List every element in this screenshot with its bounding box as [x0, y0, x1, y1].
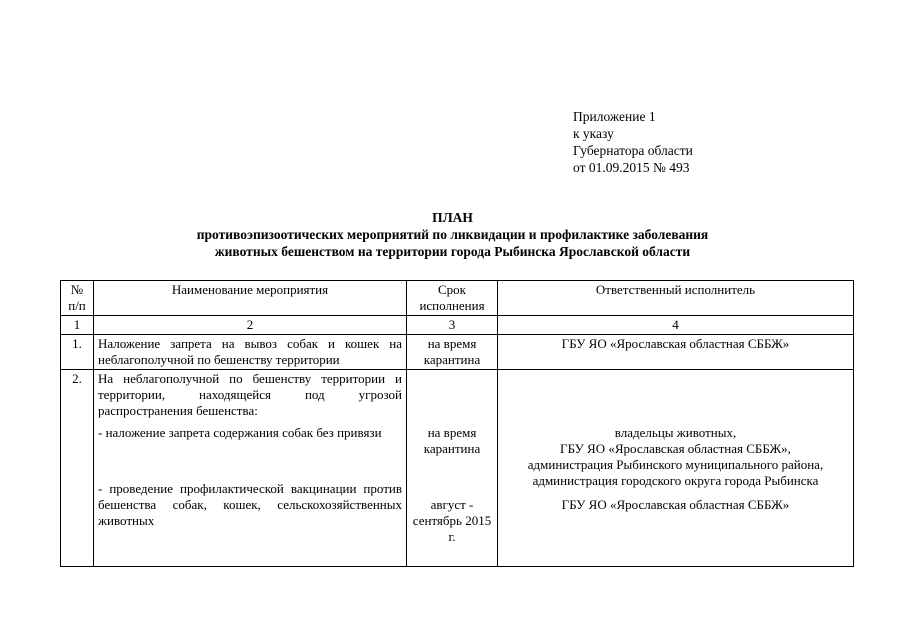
appendix-line-4: от 01.09.2015 № 493 [573, 160, 690, 175]
table-row [61, 335, 854, 370]
measure-item-1: - наложение запрета содержания собак без привязи [98, 425, 382, 440]
title-line-2: противоэпизоотических мероприятий по ликвидации и профилактике заболевания [196, 227, 709, 242]
header-term: Срок исполнения [407, 281, 498, 316]
title-main: ПЛАН [432, 210, 473, 225]
appendix-line-2: к указу [573, 126, 614, 141]
index-cell: 2 [94, 316, 407, 335]
measure-responsible [498, 370, 854, 567]
plan-table [60, 280, 854, 567]
table-header-row [61, 281, 854, 316]
header-num: № п/п [61, 281, 94, 316]
appendix-line-3: Губернатора области [573, 143, 693, 158]
item-2-responsible: ГБУ ЯО «Ярославская областная СББЖ» [561, 497, 790, 512]
item-1-resp-line: администрация Рыбинского муниципального района, [527, 457, 824, 472]
item-1-resp-line: ГБУ ЯО «Ярославская областная СББЖ», [560, 441, 791, 456]
table-row [61, 370, 854, 567]
item-1-resp-line: администрация городского округа города Рыбинска [532, 473, 819, 488]
row-number: 2. [61, 370, 94, 567]
header-responsible: Ответственный исполнитель [498, 281, 854, 316]
item-2-term: август - сентябрь 2015 г. [412, 497, 492, 544]
appendix-header [573, 108, 693, 176]
appendix-line-1: Приложение 1 [573, 109, 656, 124]
measure-name: Наложение запрета на вывоз собак и кошек на неблагополучной по бешенству территории [94, 335, 407, 370]
title-line-3: животных бешенством на территории города Рыбинска Ярославской области [214, 244, 691, 259]
measure-name [94, 370, 407, 567]
table-index-row [61, 316, 854, 335]
row-number: 1. [61, 335, 94, 370]
header-name: Наименование мероприятия [94, 281, 407, 316]
measure-term: на время карантина [407, 335, 498, 370]
index-cell: 1 [61, 316, 94, 335]
measure-item-2: - проведение профилактической вакцинации против бешенства собак, кошек, сельскохозяйственных животных [98, 481, 402, 528]
index-cell: 3 [407, 316, 498, 335]
measure-term [407, 370, 498, 567]
index-cell: 4 [498, 316, 854, 335]
document-title [0, 209, 905, 260]
measure-intro: На неблагополучной по бешенству территории и территории, находящейся под угрозой распространения бешенства: [98, 371, 402, 418]
item-1-term: на время карантина [423, 425, 481, 456]
item-1-resp-line: владельцы животных, [614, 425, 737, 440]
measure-responsible: ГБУ ЯО «Ярославская областная СББЖ» [498, 335, 854, 370]
